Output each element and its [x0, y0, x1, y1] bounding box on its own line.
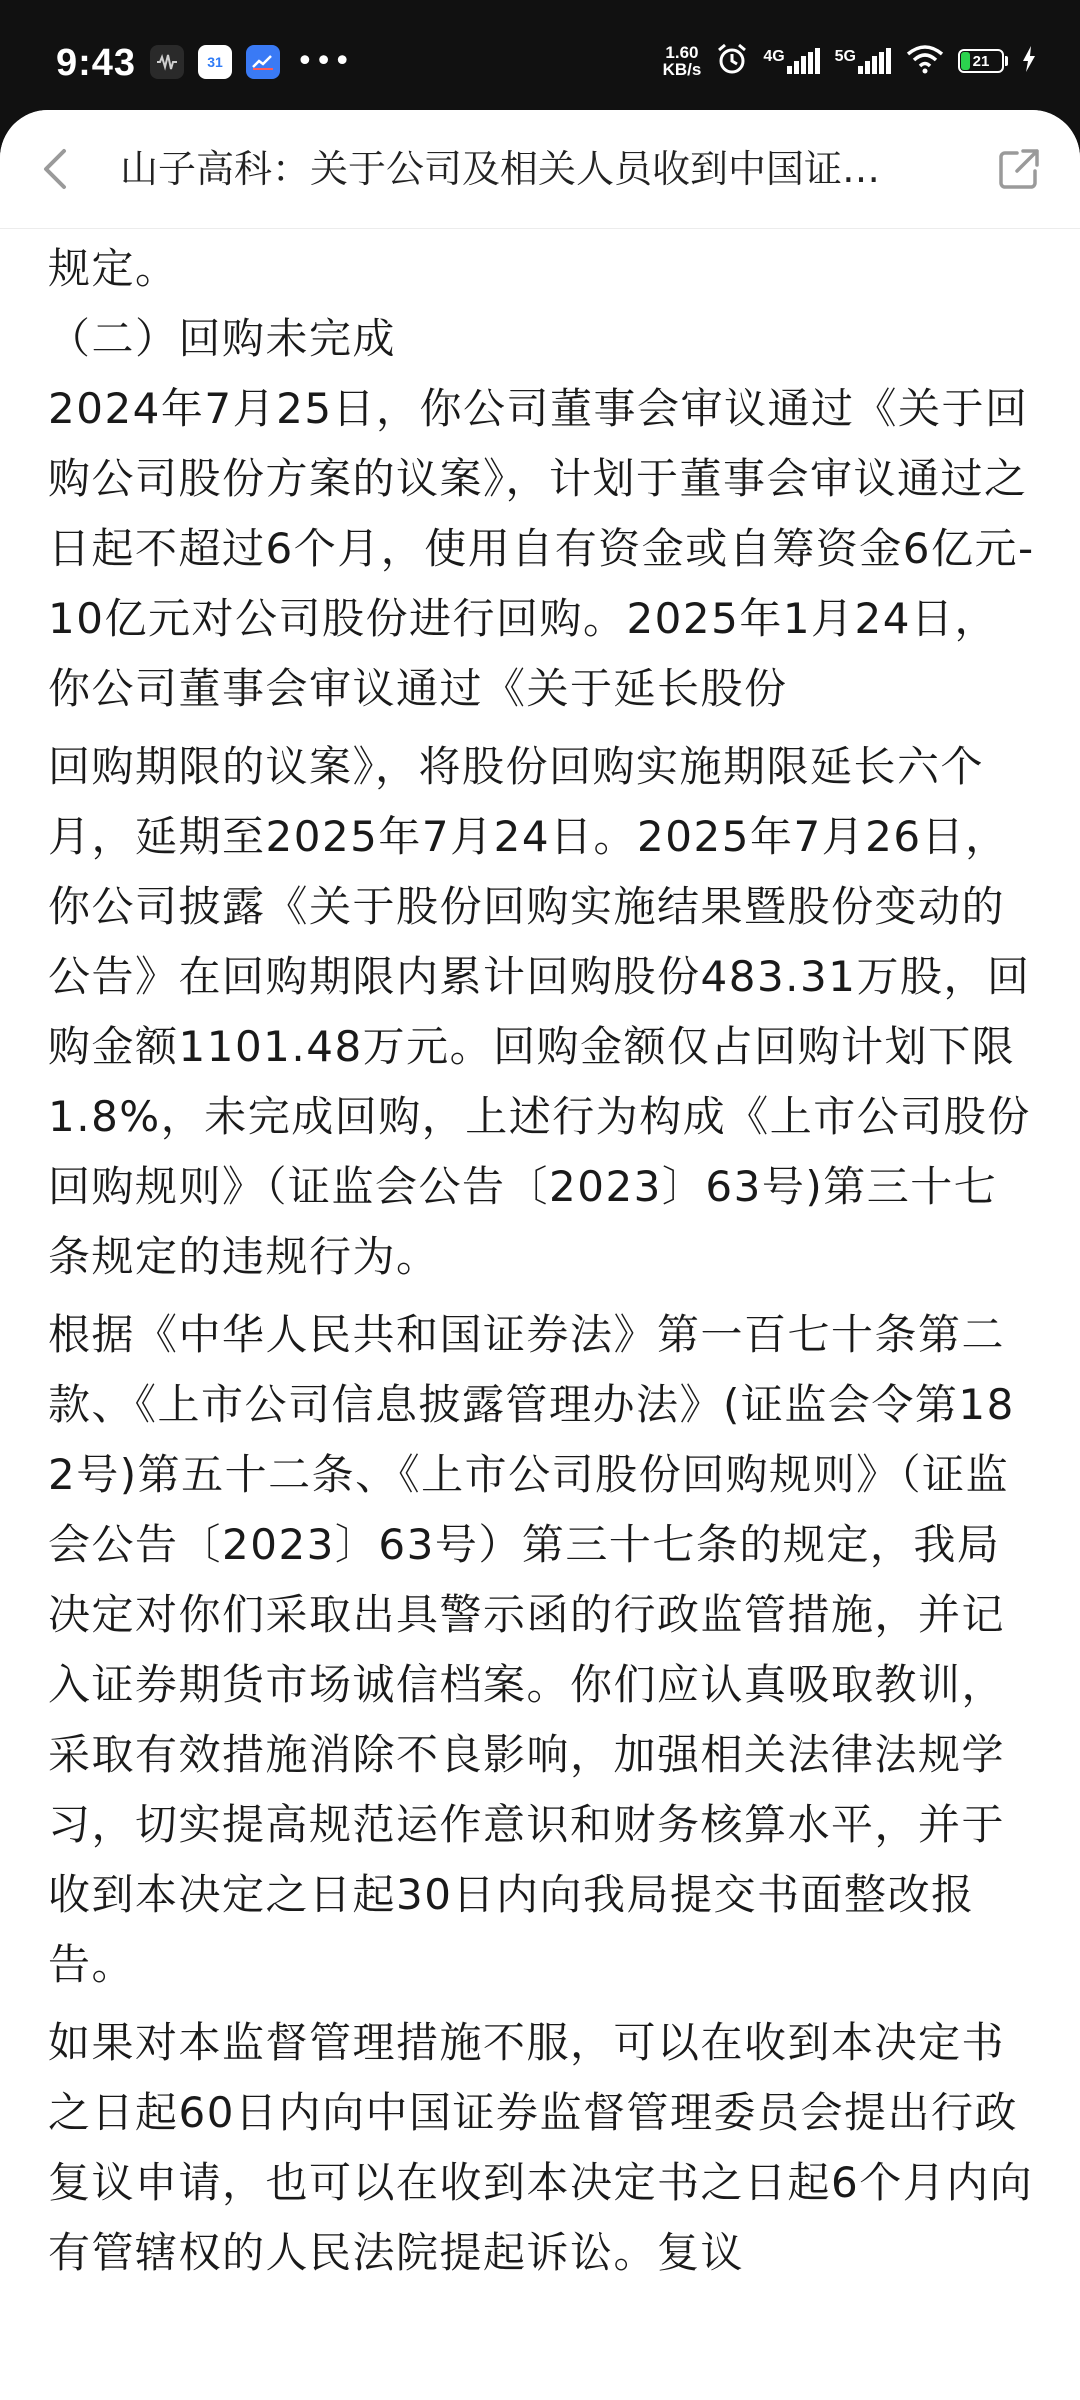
calendar-icon: 31	[198, 45, 232, 79]
cellular-signal-2	[835, 48, 892, 74]
cellular-signal-1	[763, 48, 820, 74]
network-type-label-2: 5G	[834, 48, 856, 65]
page-title: 山子高科：关于公司及相关人员收到中国证…	[120, 147, 881, 191]
article-paragraph: 规定。	[48, 244, 179, 293]
article-sheet	[0, 110, 1080, 2400]
title-bar	[0, 110, 1080, 229]
network-speed-unit: KB/s	[662, 60, 702, 79]
alarm-icon	[715, 42, 749, 80]
share-icon	[997, 147, 1041, 191]
signal-bars-icon	[858, 48, 892, 74]
voice-recorder-icon	[150, 45, 184, 79]
wifi-icon	[906, 44, 944, 78]
battery-indicator	[958, 49, 1008, 73]
back-icon	[40, 147, 70, 191]
back-button[interactable]	[30, 144, 80, 194]
article-paragraph: 回购期限的议案》，将股份回购实施期限延长六个月，延期至2025年7月24日。2025年7月26日，你公司披露《关于股份回购实施结果暨股份变动的公告》在回购期限内累计回购股份483.31万股，回购金额1101.48万元。回购金额仅占回购计划下限1.8%，未完成回购，上述行为构成《上市公司股份回购规则》（证监会公告〔2023〕63号)第三十七条规定的违规行为。	[48, 742, 1031, 1281]
more-notifications-icon: •••	[296, 44, 353, 79]
notification-icons	[150, 44, 352, 79]
charging-icon	[1022, 46, 1036, 76]
article-paragraph: 根据《中华人民共和国证券法》第一百七十条第二款、《上市公司信息披露管理办法》(证监会令第182号)第五十二条、《上市公司股份回购规则》（证监会公告〔2023〕63号）第三十七条的规定，我局决定对你们采取出具警示函的行政监管措施，并记入证券期货市场诚信档案。你们应认真吸取教训，采取有效措施消除不良影响，加强相关法律法规学习，切实提高规范运作意识和财务核算水平，并于收到本决定之日起30日内向我局提交书面整改报告。	[48, 1310, 1015, 1989]
article-paragraph: 如果对本监督管理措施不服，可以在收到本决定书之日起60日内向中国证券监督管理委员会提出行政复议申请，也可以在收到本决定书之日起6个月内向有管辖权的人民法院提起诉讼。复议	[48, 2018, 1034, 2277]
section-heading: （二）回购未完成	[48, 314, 397, 363]
network-type-label-1: 4G	[763, 48, 785, 65]
battery-level: 21	[972, 52, 990, 70]
system-status-icons	[663, 42, 1036, 80]
stock-app-icon	[246, 45, 280, 79]
signal-bars-icon	[787, 48, 821, 74]
article-body	[48, 234, 1038, 2288]
status-time: 9:43	[56, 42, 137, 84]
network-speed-value: 1.60	[665, 43, 699, 62]
share-button[interactable]	[994, 144, 1044, 194]
article-paragraph: 2024年7月25日，你公司董事会审议通过《关于回购公司股份方案的议案》，计划于董事会审议通过之日起不超过6个月，使用自有资金或自筹资金6亿元-10亿元对公司股份进行回购。2025年1月24日，你公司董事会审议通过《关于延长股份	[48, 384, 1035, 713]
network-speed	[663, 44, 702, 78]
